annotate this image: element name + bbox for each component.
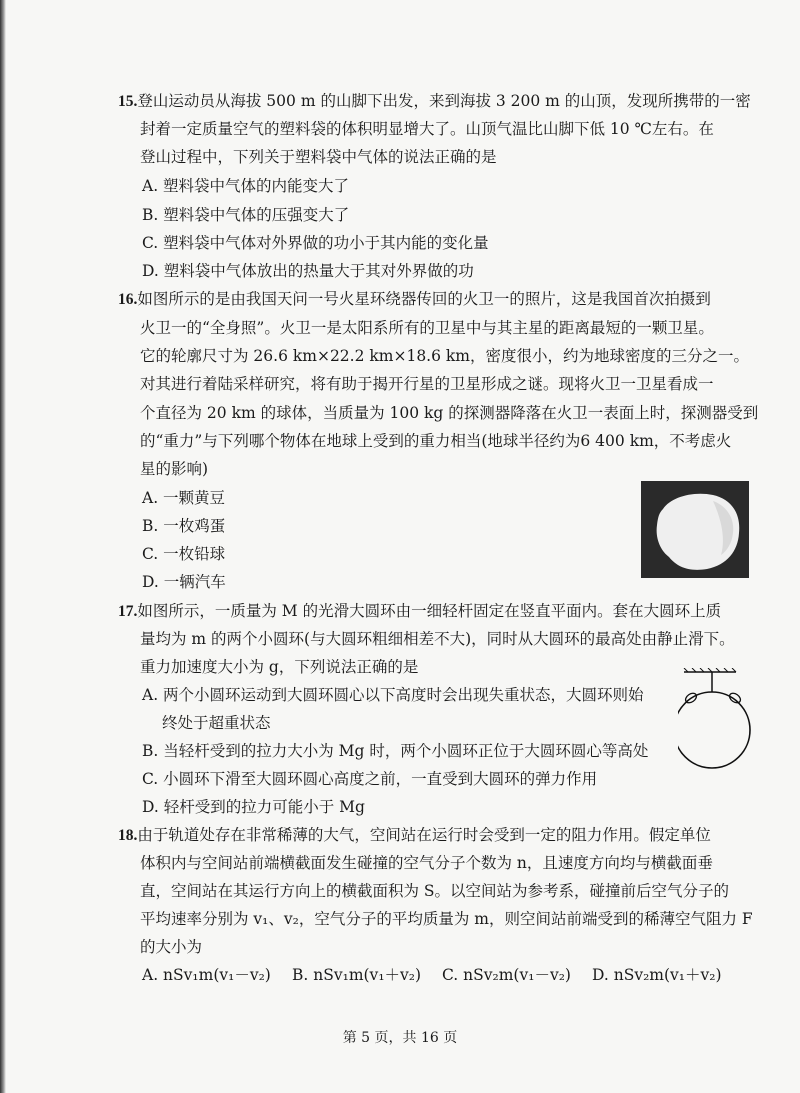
q18-option-d: D. nSv₂m(v₁＋v₂) [592,966,722,984]
q15-option-b: B. 塑料袋中气体的压强变大了 [142,206,350,224]
phobos-photo [641,481,749,578]
q17-number: 17. [118,603,138,620]
q15-option-d: D. 塑料袋中气体放出的热量大于其对外界做的功 [142,262,474,280]
q15-option-c: C. 塑料袋中气体对外界做的功小于其内能的变化量 [142,234,489,252]
page-footer: 第 5 页，共 16 页 [342,1030,458,1046]
q16-line-6: 的“重力”与下列哪个物体在地球上受到的重力相当(地球半径约为6 400 km，不考虑火 [140,432,732,450]
q16-line-1: 16.如图所示的是由我国天问一号火星环绕器传回的火卫一的照片，这是我国首次拍摄到 [118,290,711,308]
q17-line-3: 重力加速度大小为 g，下列说法正确的是 [140,658,419,676]
q18-line-3: 直，空间站在其运行方向上的横截面积为 S。以空间站为参考系，碰撞前后空气分子的 [140,882,730,900]
q17-option-a: A. 两个小圆环运动到大圆环圆心以下高度时会出现失重状态，大圆环则始 [142,686,644,704]
q15-line-3: 登山过程中，下列关于塑料袋中气体的说法正确的是 [140,148,497,166]
q18-line-1: 18.由于轨道处存在非常稀薄的大气，空间站在运行时会受到一定的阻力作用。假定单位 [118,826,711,844]
q16-line-4: 对其进行着陆采样研究，将有助于揭开行星的卫星形成之谜。现将火卫一卫星看成一 [140,375,714,393]
scan-edge [0,0,6,1093]
q17-line-1: 17.如图所示，一质量为 M 的光滑大圆环由一细轻杆固定在竖直平面内。套在大圆环上质 [118,602,722,620]
q15-number: 15. [118,93,138,110]
q15-option-a: A. 塑料袋中气体的内能变大了 [142,177,350,195]
q16-line-7: 星的影响) [140,460,209,478]
q18-number: 18. [118,827,138,844]
q17-option-d: D. 轻杆受到的拉力可能小于 Mg [142,798,365,816]
q16-option-d: D. 一辆汽车 [142,573,226,591]
q16-line-3: 它的轮廓尺寸为 26.6 km×22.2 km×18.6 km，密度很小，约为地球密度的三分之一。 [140,347,749,365]
q17-option-b: B. 当轻杆受到的拉力大小为 Mg 时，两个小圆环正位于大圆环圆心等高处 [142,742,649,760]
q17-line-2: 量均为 m 的两个小圆环(与大圆环粗细相差不大)，同时从大圆环的最高处由静止滑下。 [140,630,735,648]
q17-option-a-cont: 终处于超重状态 [162,714,271,732]
q18-option-b: B. nSv₁m(v₁＋v₂) [292,966,422,984]
q16-number: 16. [118,291,138,308]
q18-line-5: 的大小为 [140,938,203,956]
ring-diagram [678,668,756,788]
q16-option-a: A. 一颗黄豆 [142,489,226,507]
q15-line-1: 15.登山运动员从海拔 500 m 的山脚下出发，来到海拔 3 200 m 的山顶，发现所携带的一密 [118,92,751,110]
q18-option-c: C. nSv₂m(v₁－v₂) [442,966,571,984]
q16-line-5: 个直径为 20 km 的球体，当质量为 100 kg 的探测器降落在火卫一表面上时，探测器受到 [140,404,759,422]
q18-option-a: A. nSv₁m(v₁－v₂) [142,966,271,984]
q17-option-c: C. 小圆环下滑至大圆环圆心高度之前，一直受到大圆环的弹力作用 [142,770,598,788]
q18-line-4: 平均速率分别为 v₁、v₂，空气分子的平均质量为 m，则空间站前端受到的稀薄空气阻力 F [140,910,753,928]
q15-line-2: 封着一定质量空气的塑料袋的体积明显增大了。山顶气温比山脚下低 10 ℃左右。在 [140,120,714,138]
q16-option-c: C. 一枚铅球 [142,545,226,563]
phobos-moon-shape [641,481,749,578]
q16-option-b: B. 一枚鸡蛋 [142,517,226,535]
q18-line-2: 体积内与空间站前端横截面发生碰撞的空气分子个数为 n，且速度方向均与横截面垂 [140,854,713,872]
q16-line-2: 火卫一的“全身照”。火卫一是太阳系所有的卫星中与其主星的距离最短的一颗卫星。 [140,319,714,337]
ring-figure [678,668,756,788]
